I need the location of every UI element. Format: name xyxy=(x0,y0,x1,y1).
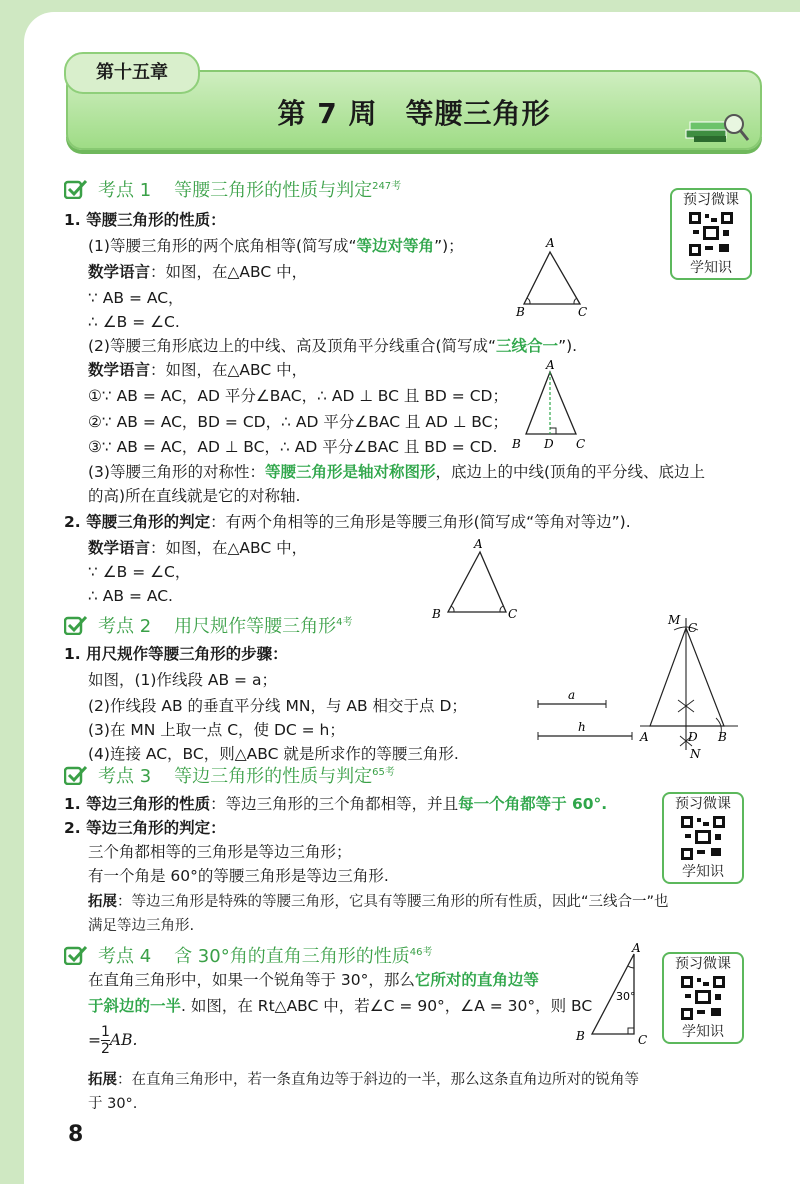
label-c5: C xyxy=(638,1033,648,1047)
qr-code-icon xyxy=(681,816,725,860)
right-angle-mark xyxy=(550,428,556,434)
preview-microcourse-qr-2[interactable]: 预习微课 学知识 xyxy=(662,792,744,884)
k3-extension-1: 拓展：等边三角形是特殊的等腰三角形，它具有等腰三角形的所有性质，因此“三线合一”也 xyxy=(88,894,669,910)
label-m: M xyxy=(668,613,681,627)
k1-property-3-cont: 的高)所在直线就是它的对称轴. xyxy=(88,487,301,505)
preview-microcourse-qr-3[interactable]: 预习微课 学知识 xyxy=(662,952,744,1044)
label-c: C xyxy=(578,305,588,319)
qr-code-icon xyxy=(689,212,733,256)
label-a: A xyxy=(546,236,555,250)
label-seg-a: a xyxy=(568,688,576,702)
k1-math-language-3: 数学语言：如图，在△ABC 中， xyxy=(88,539,308,557)
label-b2: B xyxy=(512,437,521,451)
label-c4: C xyxy=(688,621,698,635)
label-d4: D xyxy=(688,730,698,744)
k2-heading: 1. 用尺规作等腰三角形的步骤： xyxy=(64,645,288,663)
label-a5: A xyxy=(632,941,641,955)
k4-extension-2: 于 30°. xyxy=(88,1096,138,1112)
k2-step-1: 如图，(1)作线段 AB = a； xyxy=(88,671,277,689)
k3-judge-1: 三个角都相等的三角形是等边三角形； xyxy=(88,843,352,861)
label-b4: B xyxy=(718,730,727,744)
qr-code-icon xyxy=(681,976,725,1020)
k3-judge-2: 有一个角是 60°的等腰三角形是等边三角形. xyxy=(88,867,389,885)
section-heading-k4: 考点 4 含 30°角的直角三角形的性质$^{46考}$ xyxy=(64,942,432,968)
k1-property-3: (3)等腰三角形的对称性：等腰三角形是轴对称图形，底边上的中线(顶角的平分线、底边上 xyxy=(88,463,706,481)
figure-construction xyxy=(634,610,744,766)
section-heading-k3: 考点 3 等边三角形的性质与判定$^{65考}$ xyxy=(64,762,395,788)
label-seg-h: h xyxy=(578,720,586,734)
k2-step-2: (2)作线段 AB 的垂直平分线 MN，与 AB 相交于点 D； xyxy=(88,697,467,715)
triangle-construct xyxy=(650,628,724,726)
page-title xyxy=(68,92,760,132)
angle-mark-b xyxy=(527,298,530,304)
k1-given-1: ∵ AB = AC， xyxy=(88,289,184,307)
k2-step-3: (3)在 MN 上取一点 C，使 DC = h； xyxy=(88,721,345,739)
k1-case-2: ②∵ AB = AC，BD = CD，∴ AD 平分∠BAC 且 AD ⊥ BC； xyxy=(88,413,508,431)
triangle-abc-3 xyxy=(448,552,506,612)
k1-math-language-1: 数学语言：如图，在△ABC 中， xyxy=(88,263,308,281)
k1-heading-2: 2. 等腰三角形的判定：有两个角相等的三角形是等腰三角形(简写成“等角对等边”). xyxy=(64,513,631,531)
books-magnifier-icon xyxy=(684,110,750,144)
figure-three-lines xyxy=(506,360,596,456)
label-c2: C xyxy=(576,437,586,451)
check-icon xyxy=(64,945,88,965)
label-n: N xyxy=(690,747,701,761)
label-d2: D xyxy=(544,437,554,451)
k1-case-1: ①∵ AB = AC，AD 平分∠BAC，∴ AD ⊥ BC 且 BD = CD； xyxy=(88,387,508,405)
topic-title: 等腰三角形 xyxy=(405,97,551,130)
angle-mark-b3 xyxy=(451,606,454,612)
k1-given-3: ∵ ∠B = ∠C， xyxy=(88,563,191,581)
section-heading-k2: 考点 2 用尺规作等腰三角形$^{4考}$ xyxy=(64,612,352,638)
triangle-abc-2 xyxy=(526,372,576,434)
check-icon xyxy=(64,765,88,785)
check-icon xyxy=(64,615,88,635)
preview-microcourse-qr[interactable]: 预习微课 学知识 xyxy=(670,188,752,280)
label-b: B xyxy=(516,305,525,319)
k2-step-4: (4)连接 AC，BC，则△ABC 就是所求作的等腰三角形. xyxy=(88,745,459,763)
section-heading-k1: 考点 1 等腰三角形的性质与判定$^{247考}$ xyxy=(64,176,401,202)
label-b3: B xyxy=(432,607,441,621)
k1-conclusion-1: ∴ ∠B = ∠C. xyxy=(88,313,180,331)
k1-heading-1: 1. 等腰三角形的性质： xyxy=(64,211,226,229)
k3-extension-2: 满足等边三角形. xyxy=(88,918,195,934)
k1-property-1: (1)等腰三角形的两个底角相等(简写成“等边对等角”)； xyxy=(88,237,464,255)
label-c3: C xyxy=(508,607,518,621)
page-number: 8 xyxy=(68,1122,84,1147)
label-angle-30: 30° xyxy=(616,990,636,1003)
figure-judge-triangle xyxy=(428,536,528,626)
k4-text-2: 于斜边的一半. 如图，在 Rt△ABC 中，若∠C = 90°，∠A = 30°，则 BC xyxy=(88,997,593,1015)
k1-property-2: (2)等腰三角形底边上的中线、高及顶角平分线重合(简写成“三线合一”). xyxy=(88,337,578,355)
label-a4: A xyxy=(640,730,649,744)
figure-given-segments xyxy=(536,688,636,744)
k4-text-1: 在直角三角形中，如果一个锐角等于 30°，那么它所对的直角边等 xyxy=(88,971,539,989)
k1-math-language-2: 数学语言：如图，在△ABC 中， xyxy=(88,361,308,379)
k1-case-3: ③∵ AB = AC，AD ⊥ BC，∴ AD 平分∠BAC 且 BD = CD. xyxy=(88,438,498,456)
week-title: 第 7 周 xyxy=(277,97,378,130)
k1-conclusion-3: ∴ AB = AC. xyxy=(88,587,173,605)
label-b5: B xyxy=(576,1029,585,1043)
angle-mark-c3 xyxy=(500,606,503,612)
chapter-tab: 第十五章 xyxy=(64,52,200,94)
k3-property: 1. 等边三角形的性质：等边三角形的三个角都相等，并且每一个角都等于 60°. xyxy=(64,795,608,813)
figure-isosceles-triangle xyxy=(510,236,590,320)
label-a3: A xyxy=(474,537,483,551)
check-icon xyxy=(64,179,88,199)
label-a2: A xyxy=(546,360,555,372)
k3-heading-2: 2. 等边三角形的判定： xyxy=(64,819,226,837)
k4-text-3: = $\frac{1}{2}$ AB. xyxy=(88,1024,138,1057)
k4-extension-1: 拓展：在直角三角形中，若一条直角边等于斜边的一半，那么这条直角边所对的锐角等 xyxy=(88,1072,639,1088)
fraction-one-half: $\frac{1}{2}$ xyxy=(101,1024,110,1057)
triangle-abc xyxy=(524,252,580,304)
right-angle-mark-c xyxy=(628,1028,634,1034)
angle-mark-a xyxy=(628,966,634,968)
figure-right-triangle xyxy=(572,940,652,1050)
